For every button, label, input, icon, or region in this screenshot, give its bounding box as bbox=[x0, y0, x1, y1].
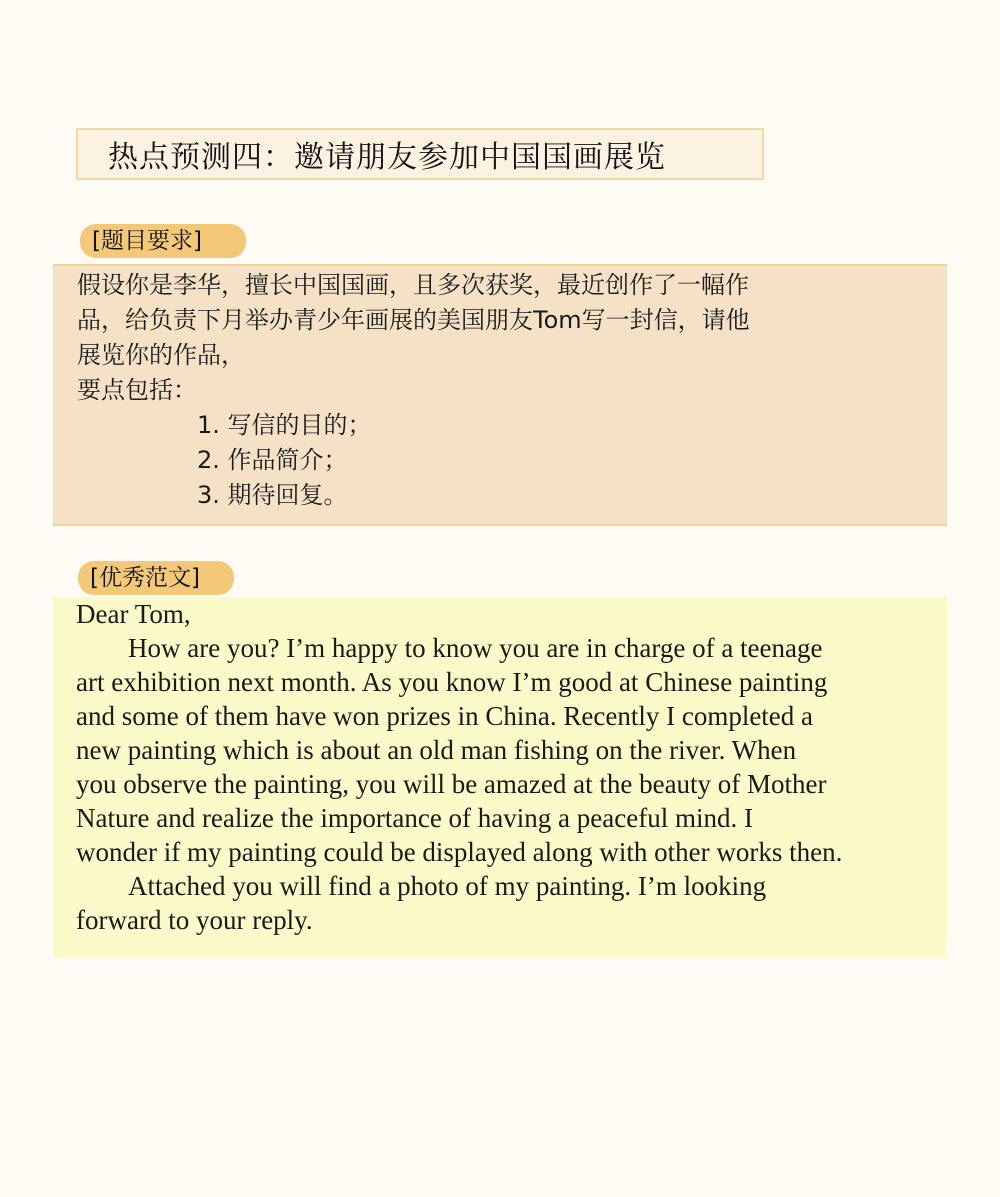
essay-line: Attached you will find a photo of my painting. I’m looking bbox=[128, 871, 767, 901]
essay-line: and some of them have won prizes in China. Recently I completed a bbox=[76, 701, 814, 731]
essay-line: you observe the painting, you will be amazed at the beauty of Mother bbox=[76, 769, 827, 799]
page-title: 热点预测四：邀请朋友参加中国国画展览 bbox=[108, 140, 666, 175]
requirement-point: 3. 期待回复。 bbox=[197, 481, 348, 509]
requirement-point: 1. 写信的目的； bbox=[197, 411, 372, 439]
essay-line: forward to your reply. bbox=[76, 905, 313, 935]
essay-line: new painting which is about an old man fishing on the river. When bbox=[76, 735, 797, 765]
essay-line: wonder if my painting could be displayed along with other works then. bbox=[76, 837, 843, 867]
requirements-line: 要点包括： bbox=[77, 376, 197, 404]
essay-line: Nature and realize the importance of having a peaceful mind. I bbox=[76, 803, 753, 833]
requirements-line: 假设你是李华，擅长中国国画，且多次获奖，最近创作了一幅作 bbox=[77, 271, 749, 299]
essay-salutation: Dear Tom, bbox=[76, 599, 191, 629]
essay-line: art exhibition next month. As you know I’m good at Chinese painting bbox=[76, 667, 828, 697]
model-essay-tag: [优秀范文] bbox=[78, 561, 234, 595]
title-box bbox=[76, 128, 764, 180]
requirements-box bbox=[53, 264, 947, 526]
essay-line: How are you? I’m happy to know you are in charge of a teenage bbox=[128, 633, 823, 663]
model-essay-box bbox=[53, 597, 947, 958]
requirements-line: 展览你的作品， bbox=[77, 341, 245, 369]
requirement-point: 2. 作品简介； bbox=[197, 446, 348, 474]
requirements-tag: [题目要求] bbox=[80, 224, 246, 258]
requirements-line: 品，给负责下月举办青少年画展的美国朋友Tom写一封信，请他 bbox=[77, 306, 750, 334]
